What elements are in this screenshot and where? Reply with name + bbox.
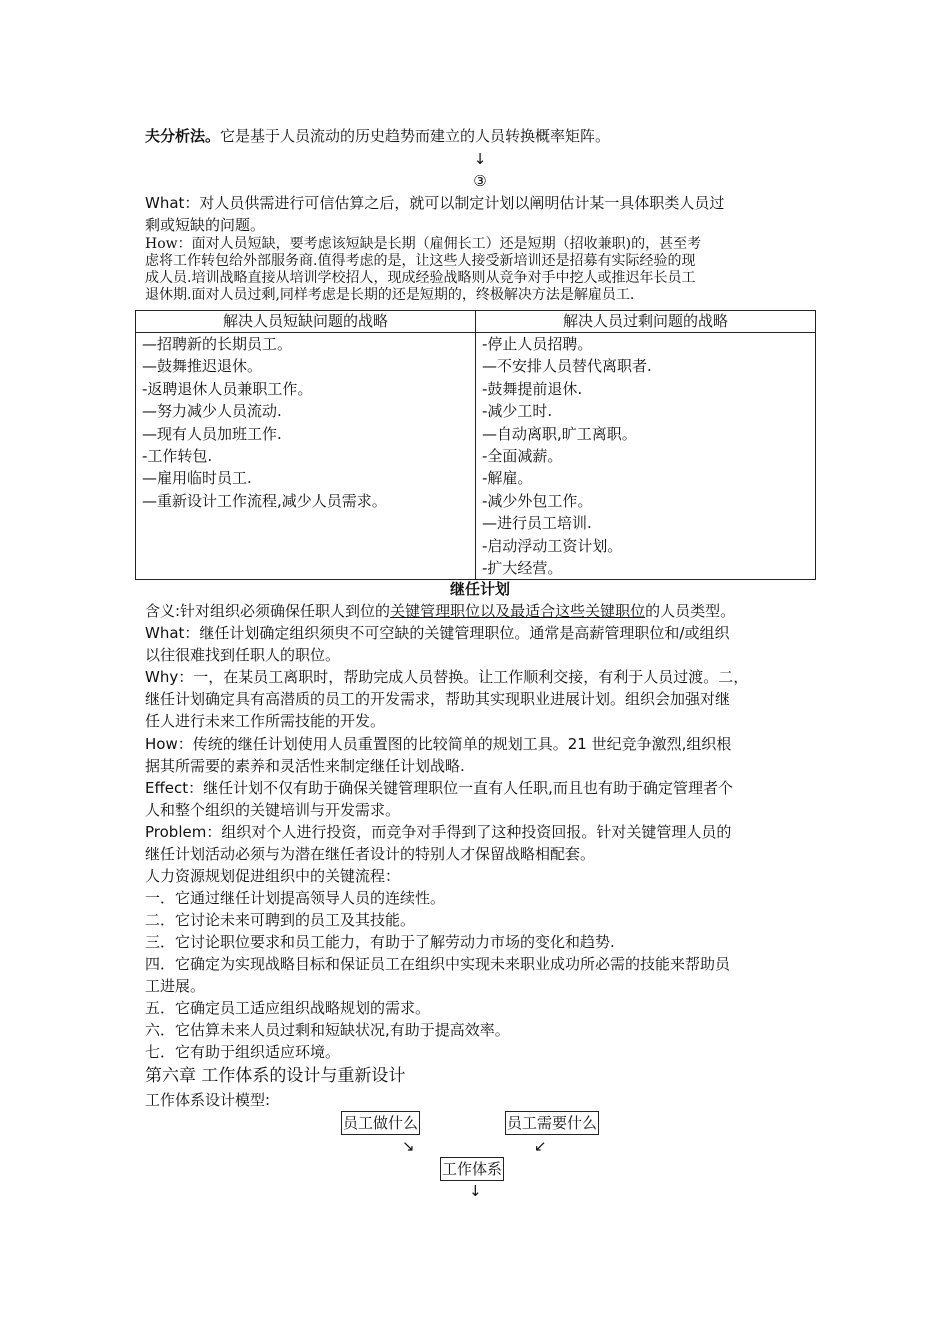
- intro-line: [145, 125, 815, 147]
- box-work-system: 工作体系: [440, 1157, 504, 1181]
- succession-line: 人力资源规划促进组织中的关键流程：: [145, 867, 401, 885]
- succession-line: Effect：继任计划不仅有助于确保关键管理职位一直有人任职,而且也有助于确定管理者个: [145, 779, 733, 797]
- list-item: -扩大经营。: [482, 559, 563, 578]
- definition-suffix: 的人员类型。: [645, 602, 736, 620]
- succession-line: 任人进行未来工作所需技能的开发。: [145, 712, 386, 730]
- succession-line: 据其所需要的素养和灵活性来制定继任计划战略.: [145, 757, 465, 775]
- what-line-1: What：对人员供需进行可信估算之后，就可以制定计划以阐明估计某一具体职类人员过: [145, 194, 725, 212]
- succession-line: 工进展。: [145, 977, 206, 995]
- surplus-strategies-cell: [476, 333, 816, 580]
- strategy-table: [135, 310, 816, 580]
- shortage-strategies-cell: [136, 333, 476, 580]
- list-item: -解雇。: [482, 469, 533, 488]
- list-item: -停止人员招聘。: [482, 335, 593, 353]
- succession-line: 四．它确定为实现战略目标和保证员工在组织中实现未来职业成功所必需的技能来帮助员: [145, 955, 731, 973]
- succession-line: Why：一，在某员工离职时，帮助完成人员替换。让工作顺利交接，有利于人员过渡。二，: [145, 668, 749, 686]
- list-item: -工作转包.: [142, 447, 213, 466]
- succession-line: 一．它通过继任计划提高领导人员的连续性。: [145, 889, 446, 907]
- list-item: —招聘新的长期员工。: [142, 335, 293, 353]
- table-header-shortage: 解决人员短缺问题的战略: [136, 311, 476, 333]
- model-label: 工作体系设计模型:: [145, 1091, 271, 1109]
- list-item: —努力减少人员流动.: [142, 402, 282, 421]
- list-item: —鼓舞推迟退休。: [142, 357, 263, 376]
- list-item: —雇用临时员工.: [142, 469, 252, 488]
- arrow-down-icon: ↓: [469, 1182, 482, 1200]
- succession-line: 五．它确定员工适应组织战略规划的需求。: [145, 999, 431, 1017]
- list-item: —自动离职,旷工离职。: [482, 424, 637, 443]
- how-line-2: 虑将工作转包给外部服务商.值得考虑的是，让这些人接受新培训还是招募有实际经验的现: [145, 253, 696, 269]
- intro-bold-term: 夫分析法。: [145, 127, 221, 145]
- box-what-employees-need: 员工需要什么: [505, 1111, 599, 1135]
- how-line-1: How：面对人员短缺，要考虑该短缺是长期（雇佣长工）还是短期（招收兼职)的，甚至考: [145, 236, 702, 252]
- intro-text: 它是基于人员流动的历史趋势而建立的人员转换概率矩阵。: [220, 127, 611, 145]
- how-line-3: 成人员.培训战略直接从培训学校招人，现成经验战略则从竞争对手中挖人或推迟年长员工: [145, 270, 696, 286]
- list-item: —现有人员加班工作.: [142, 424, 282, 443]
- intro-arrow: ↓: [473, 150, 487, 168]
- what-line-2: 剩或短缺的问题。: [145, 216, 266, 234]
- list-item: -鼓舞提前退休.: [482, 379, 583, 398]
- box-what-employees-do: 员工做什么: [341, 1111, 420, 1135]
- succession-line: 继任计划确定具有高潜质的员工的开发需求，帮助其实现职业进展计划。组织会加强对继: [145, 690, 731, 708]
- list-item: -启动浮动工资计划。: [482, 536, 623, 555]
- arrow-down-right-icon: ↘: [402, 1137, 415, 1155]
- succession-line: 以往很难找到任职人的职位。: [145, 646, 341, 664]
- list-item: -减少外包工作。: [482, 491, 593, 510]
- succession-line: 继任计划活动必须与为潜在继任者设计的特别人才保留战略相配套。: [145, 845, 596, 863]
- table-header-row: [136, 311, 816, 333]
- succession-line: What：继任计划确定组织须臾不可空缺的关键管理职位。通常是高薪管理职位和/或组织: [145, 624, 730, 642]
- definition-underlined: 关键管理职位以及最适合这些关键职位: [390, 602, 646, 620]
- succession-line: 三．它讨论职位要求和员工能力，有助于了解劳动力市场的变化和趋势.: [145, 933, 615, 951]
- table-header-surplus: 解决人员过剩问题的战略: [476, 311, 816, 333]
- succession-line: 人和整个组织的关键培训与开发需求。: [145, 801, 401, 819]
- intro-step: ③: [473, 172, 487, 190]
- table-body-row: [136, 333, 816, 580]
- list-item: —重新设计工作流程,减少人员需求。: [142, 491, 387, 510]
- succession-line: 六．它估算未来人员过剩和短缺状况,有助于提高效率。: [145, 1021, 510, 1039]
- definition-prefix: 含义:针对组织必须确保任职人到位的: [145, 602, 391, 620]
- list-item: -减少工时.: [482, 402, 553, 421]
- succession-title: 继任计划: [449, 580, 510, 598]
- how-line-4: 退休期.面对人员过剩,同样考虑是长期的还是短期的，终极解决方法是解雇员工.: [145, 287, 635, 303]
- succession-line: How：传统的继任计划使用人员重置图的比较简单的规划工具。21 世纪竞争激烈,组织根: [145, 735, 732, 753]
- list-item: —进行员工培训.: [482, 514, 592, 533]
- succession-line: Problem：组织对个人进行投资，而竞争对手得到了这种投资回报。针对关键管理人员的: [145, 823, 732, 841]
- list-item: -返聘退休人员兼职工作。: [142, 379, 313, 398]
- succession-definition: [145, 600, 815, 622]
- list-item: —不安排人员替代离职者.: [482, 357, 652, 376]
- succession-line: 二．它讨论未来可聘到的员工及其技能。: [145, 911, 416, 929]
- arrow-down-left-icon: ↙: [534, 1137, 547, 1155]
- list-item: -全面减薪。: [482, 447, 563, 466]
- chapter-title: 第六章 工作体系的设计与重新设计: [145, 1066, 406, 1086]
- succession-line: 七．它有助于组织适应环境。: [145, 1043, 341, 1061]
